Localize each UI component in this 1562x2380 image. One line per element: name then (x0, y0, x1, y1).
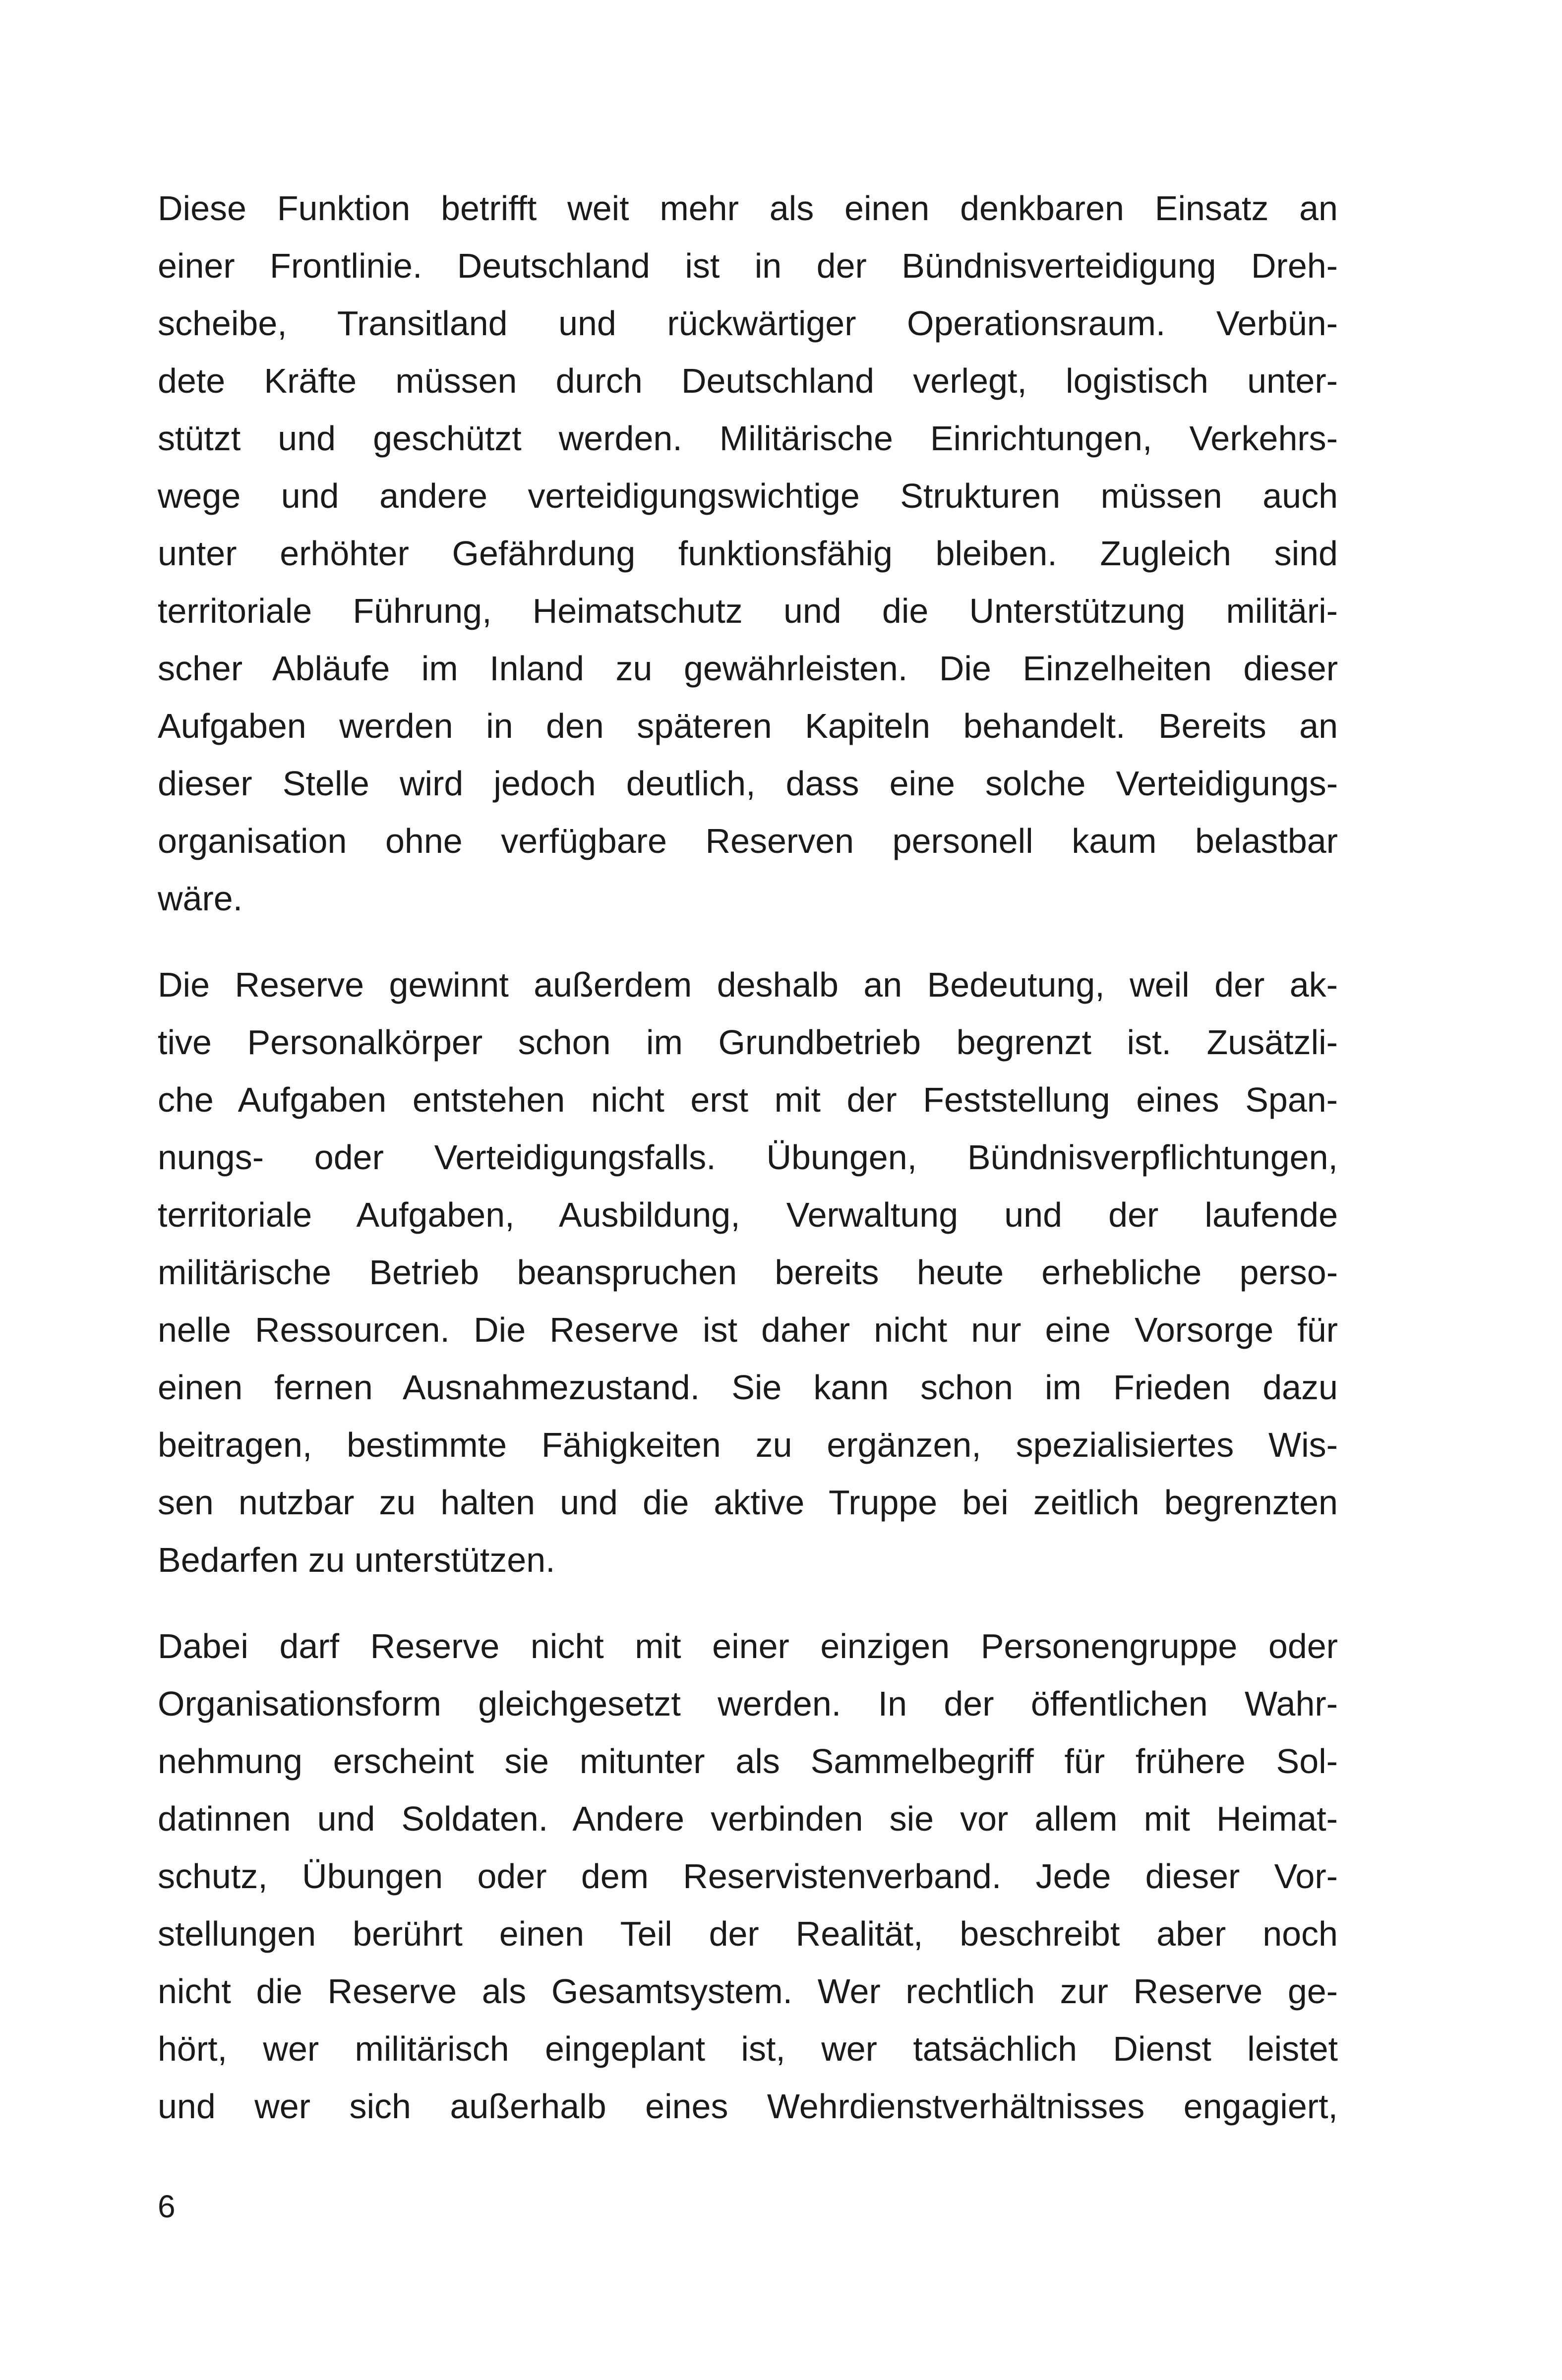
page-number: 6 (158, 2189, 176, 2224)
text-line: stellungen berührt einen Teil der Realität, beschreibt aber noch (158, 1914, 1338, 1953)
text-line: Die Reserve gewinnt außerdem deshalb an Bedeutung, weil der ak- (158, 965, 1338, 1004)
text-line: und wer sich außerhalb eines Wehrdienstverhältnisses engagiert, (158, 2087, 1338, 2126)
text-line: wege und andere verteidigungswichtige Strukturen müssen auch (158, 476, 1338, 515)
text-line: nungs- oder Verteidigungsfalls. Übungen, Bündnisverpflichtungen, (158, 1138, 1338, 1177)
text-line: nicht die Reserve als Gesamtsystem. Wer rechtlich zur Reserve ge- (158, 1972, 1338, 2011)
text-line: che Aufgaben entstehen nicht erst mit der Feststellung eines Span- (158, 1080, 1338, 1119)
text-line: militärische Betrieb beanspruchen bereits heute erhebliche perso- (158, 1253, 1338, 1292)
text-line: Organisationsform gleichgesetzt werden. In der öffentlichen Wahr- (158, 1684, 1338, 1723)
text-line: sen nutzbar zu halten und die aktive Truppe bei zeitlich begrenzten (158, 1483, 1338, 1522)
text-line: nelle Ressourcen. Die Reserve ist daher nicht nur eine Vorsorge für (158, 1310, 1338, 1349)
paragraph-2 (158, 956, 1338, 1589)
text-line: dieser Stelle wird jedoch deutlich, dass eine solche Verteidigungs- (158, 764, 1338, 803)
text-line: territoriale Aufgaben, Ausbildung, Verwaltung und der laufende (158, 1195, 1338, 1234)
text-line: einen fernen Ausnahmezustand. Sie kann schon im Frieden dazu (158, 1368, 1338, 1407)
text-line: einer Frontlinie. Deutschland ist in der Bündnisverteidigung Dreh- (158, 246, 1338, 285)
text-line: unter erhöhter Gefährdung funktionsfähig bleiben. Zugleich sind (158, 534, 1338, 573)
text-line: dete Kräfte müssen durch Deutschland verlegt, logistisch unter- (158, 361, 1338, 400)
paragraph-3 (158, 1617, 1338, 2135)
text-line: tive Personalkörper schon im Grundbetrieb begrenzt ist. Zusätzli- (158, 1023, 1338, 1062)
text-line: stützt und geschützt werden. Militärische Einrichtungen, Verkehrs- (158, 419, 1338, 458)
text-line: organisation ohne verfügbare Reserven personell kaum belastbar (158, 822, 1338, 860)
text-line: beitragen, bestimmte Fähigkeiten zu ergänzen, spezialisiertes Wis- (158, 1426, 1338, 1464)
text-line: hört, wer militärisch eingeplant ist, wer tatsächlich Dienst leistet (158, 2029, 1338, 2068)
text-line: Bedarfen zu unterstützen. (158, 1541, 555, 1579)
text-line: Aufgaben werden in den späteren Kapiteln behandelt. Bereits an (158, 707, 1338, 745)
text-line: scheibe, Transitland und rückwärtiger Operationsraum. Verbün- (158, 304, 1338, 343)
body-text (158, 179, 1338, 2164)
text-line: nehmung erscheint sie mitunter als Sammelbegriff für frühere Sol- (158, 1742, 1338, 1781)
text-line: Diese Funktion betrifft weit mehr als einen denkbaren Einsatz an (158, 189, 1338, 228)
text-line: territoriale Führung, Heimatschutz und die Unterstützung militäri- (158, 592, 1338, 630)
paragraph-1 (158, 179, 1338, 927)
text-line: scher Abläufe im Inland zu gewährleisten. Die Einzelheiten dieser (158, 649, 1338, 688)
text-line: datinnen und Soldaten. Andere verbinden sie vor allem mit Heimat- (158, 1799, 1338, 1838)
text-line: Dabei darf Reserve nicht mit einer einzigen Personengruppe oder (158, 1627, 1338, 1666)
text-line: wäre. (158, 879, 243, 918)
text-line: schutz, Übungen oder dem Reservistenverband. Jede dieser Vor- (158, 1857, 1338, 1896)
